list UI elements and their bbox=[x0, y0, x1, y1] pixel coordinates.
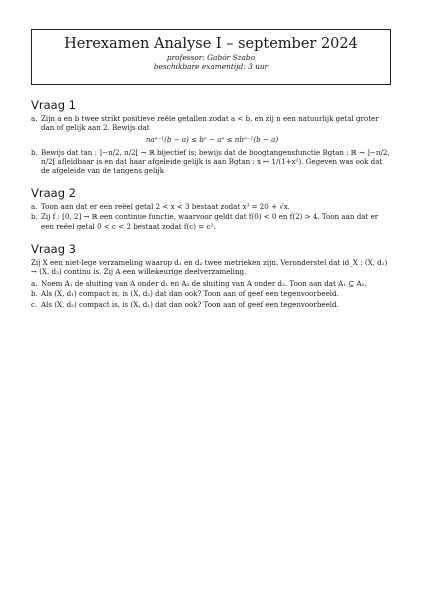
item-label: b. bbox=[31, 212, 38, 222]
item-text: Zijn a en b twee strikt positieve reële getallen zodat a < b, en zij n een natuurlijk getal groter dan of gelijk aan 2. Bewijs dat bbox=[41, 114, 379, 133]
item-text: Als (X, d₁) compact is, is (X, d₂) dat dan ook? Toon aan of geef een tegenvoorbeeld. bbox=[41, 289, 339, 299]
item-text: Bewijs dat tan : ]−π/2, π/2[ → ℝ bijectief is; bewijs dat de boogtangensfunctie Bgtan : ℝ → ]−π/2, π/2[ afleidbaar is en dat haar afgeleide gelijk is aan Bgtan : x ↦ 1/(1+x²). Gegeven was ook dat de afgeleide van de tangens gelijk bbox=[41, 147, 390, 176]
item-text: Noem A₁ de sluiting van A onder d₁ en A₂ de sluiting van A onder d₂. Toon aan dat A₁ ⊆ A₂. bbox=[41, 279, 367, 289]
question-3-intro: Zij X een niet-lege verzameling waarop d₁ en d₂ twee metrieken zijn. Veronderstel dat id_X : (X, d₁) → (X, d₂) continu is. Zij A een willekeurige deelverzameling. bbox=[31, 257, 388, 277]
question-2a bbox=[31, 202, 393, 211]
exam-content bbox=[31, 94, 393, 310]
exam-time-line: beschikbare examentijd: 3 uur bbox=[153, 62, 269, 71]
item-label: b. bbox=[31, 147, 38, 157]
professor-line: professor: Gabór Szabo bbox=[166, 53, 256, 62]
item-text: Toon aan dat er een reëel getal 2 < x < 3 bestaat zodat x³ = 20 + √x. bbox=[41, 202, 291, 212]
item-label: a. bbox=[31, 279, 38, 289]
question-1a bbox=[31, 114, 393, 132]
item-label: a. bbox=[31, 114, 38, 123]
question-3-heading: Vraag 3 bbox=[31, 241, 76, 256]
item-label: c. bbox=[31, 299, 38, 309]
item-label: a. bbox=[31, 202, 38, 212]
question-1-heading: Vraag 1 bbox=[31, 98, 76, 112]
question-3c bbox=[31, 300, 393, 309]
question-2-heading: Vraag 2 bbox=[31, 186, 76, 201]
equation: naⁿ⁻¹(b − a) ≤ bⁿ − aⁿ ≤ nbⁿ⁻¹(b − a) bbox=[145, 135, 279, 145]
exam-title: Herexamen Analyse I – september 2024 bbox=[64, 36, 358, 52]
item-text: Als (X, d₂) compact is, is (X, d₁) dat dan ook? Toon aan of geef een tegenvoorbeeld. bbox=[41, 299, 339, 309]
header-box bbox=[31, 29, 391, 85]
question-3a bbox=[31, 279, 393, 288]
item-text: Zij f : [0, 2] → ℝ een continue functie, waarvoor geldt dat f(0) < 0 en f(2) > 4. Toon aan dat er een reëel getal 0 < c < 2 bestaat zodat f(c) = c². bbox=[41, 212, 379, 231]
question-2b bbox=[31, 212, 393, 230]
item-label: b. bbox=[31, 289, 38, 299]
question-3b bbox=[31, 289, 393, 298]
question-1b bbox=[31, 148, 393, 176]
